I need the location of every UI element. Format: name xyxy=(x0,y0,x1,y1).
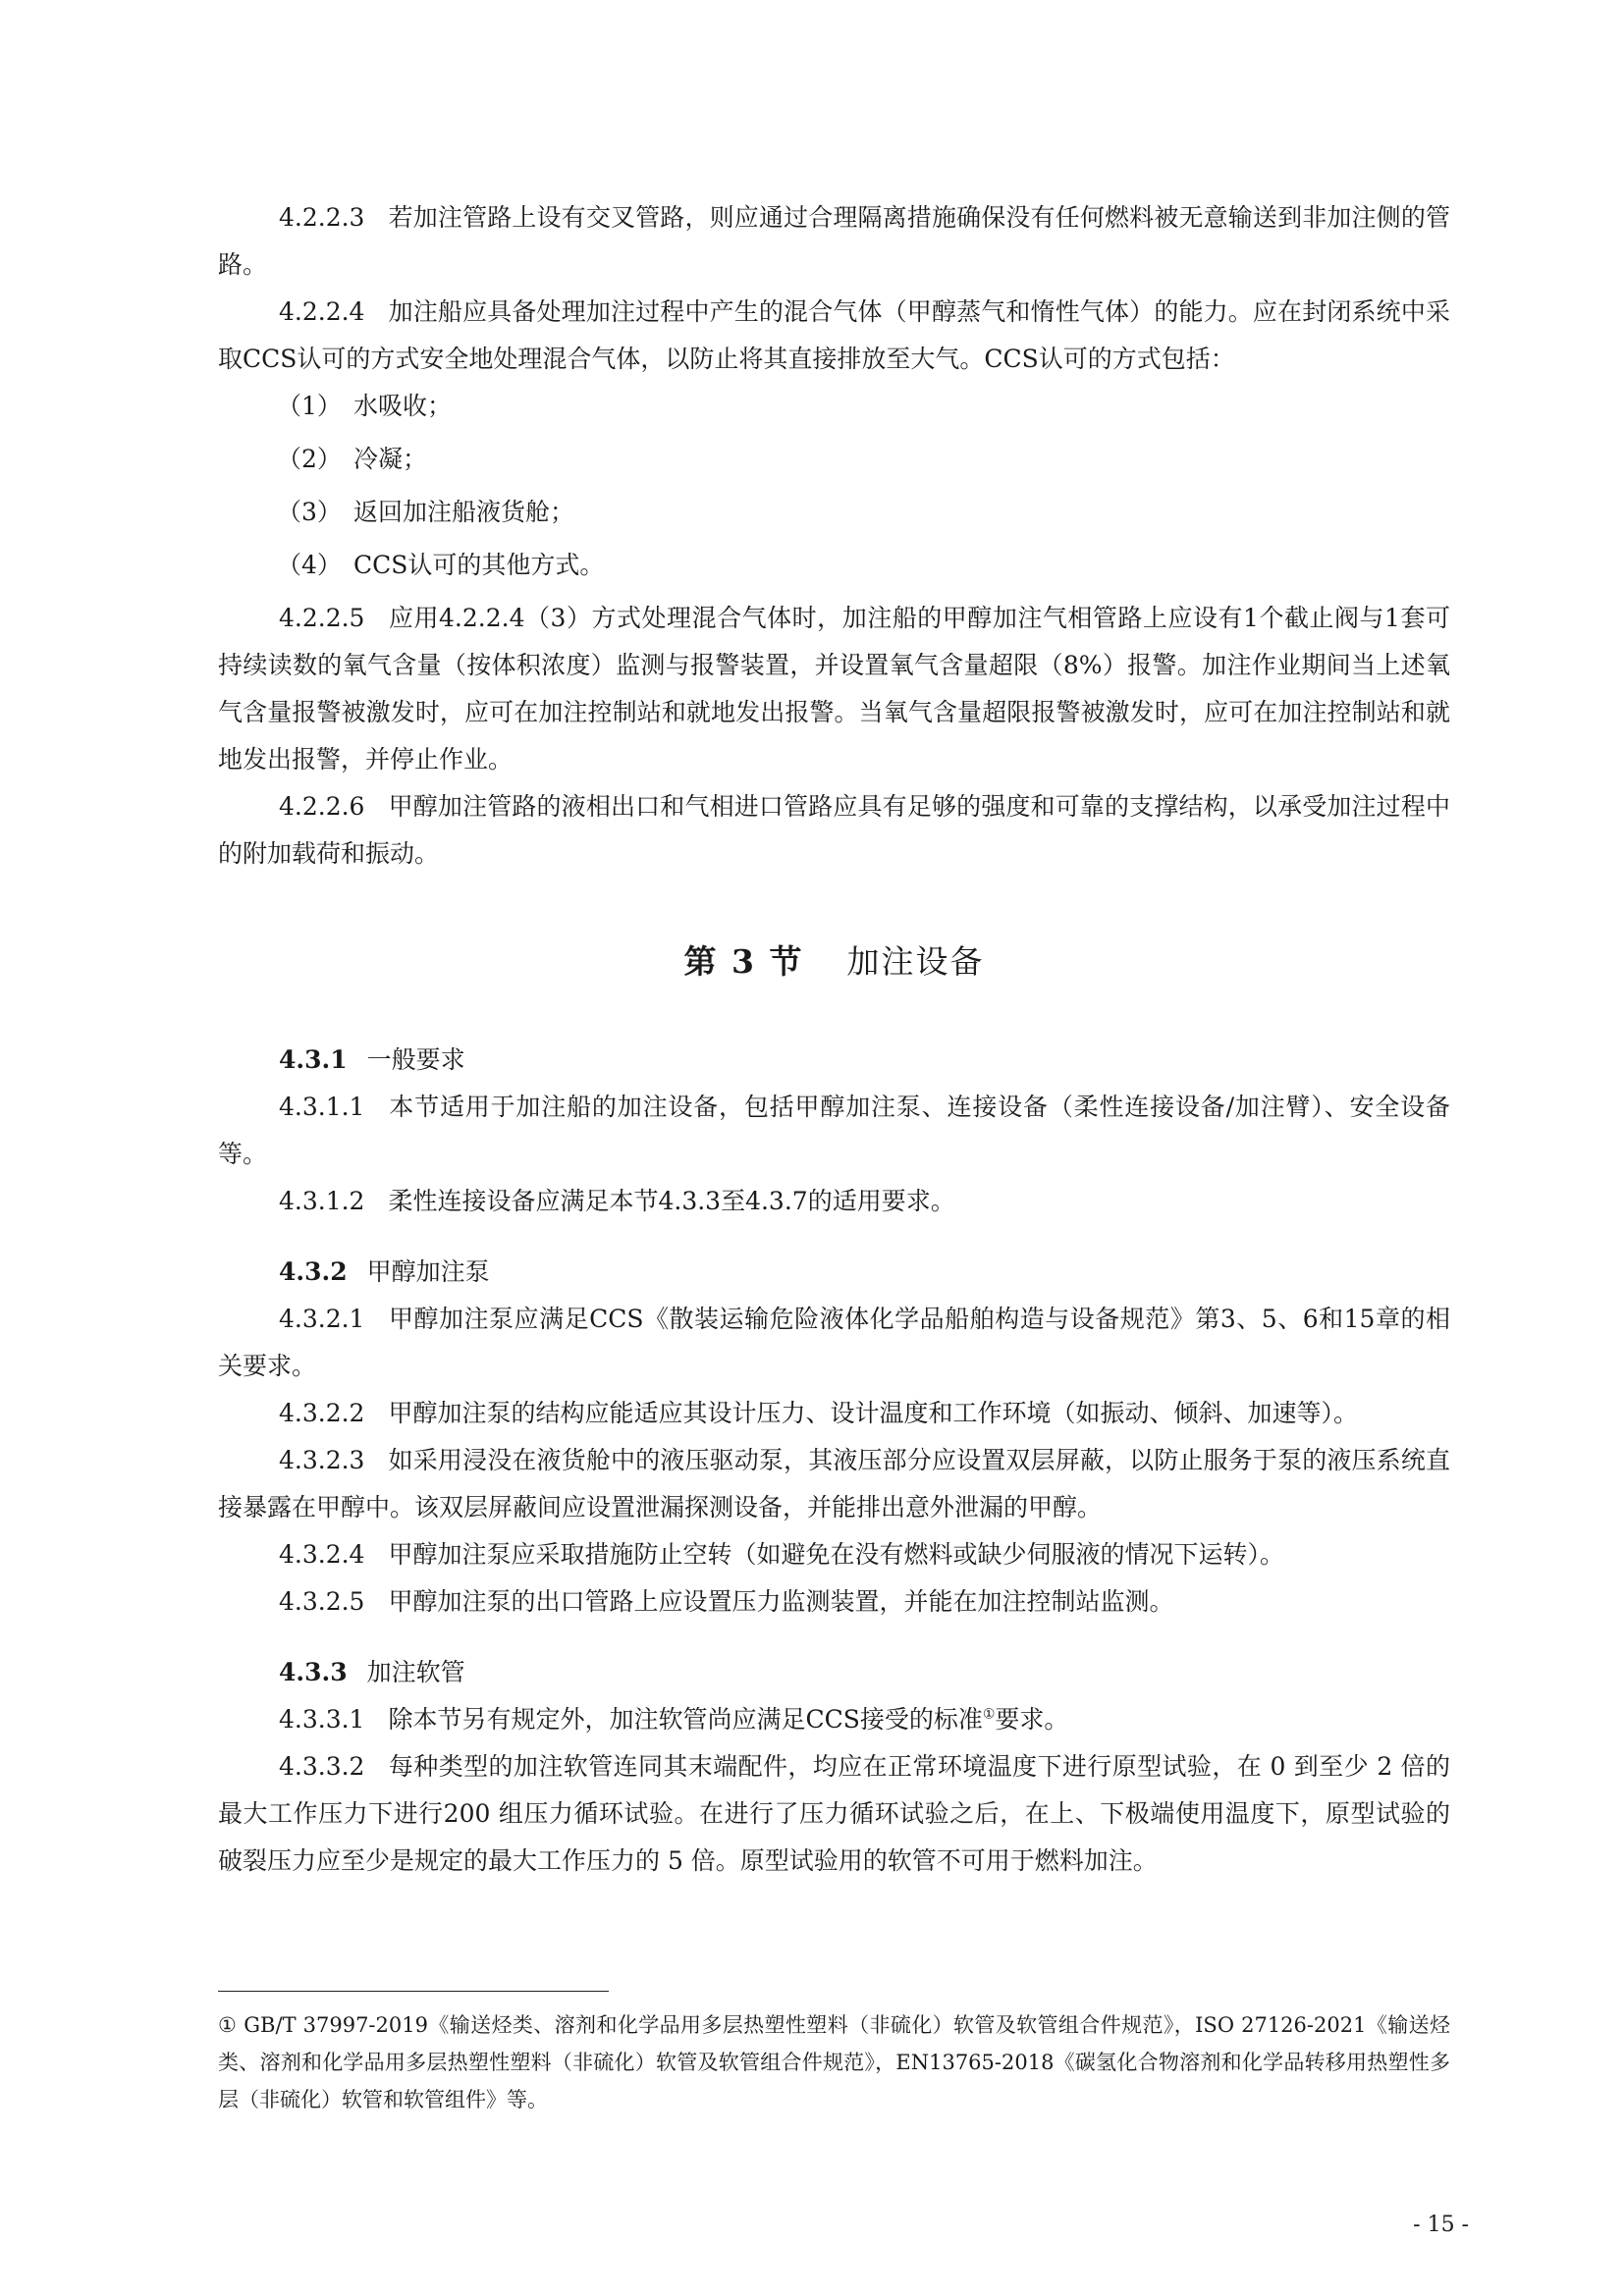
clause-4-3-1-1: 4.3.1.1 本节适用于加注船的加注设备，包括甲醇加注泵、连接设备（柔性连接设备/加注臂）、安全设备等。 xyxy=(218,1093,1450,1168)
list-item: （4） CCS认可的其他方式。 xyxy=(277,551,605,579)
clause-4-3-2-1: 4.3.2.1 甲醇加注泵应满足CCS《散装运输危险液体化学品船舶构造与设备规范》第3、5、6和15章的相关要求。 xyxy=(218,1305,1450,1380)
clause-4-3-2-4: 4.3.2.4 甲醇加注泵应采取措施防止空转（如避免在没有燃料或缺少伺服液的情况下运转）。 xyxy=(279,1540,1284,1569)
clause-4-3-1-2: 4.3.1.2 柔性连接设备应满足本节4.3.3至4.3.7的适用要求。 xyxy=(279,1187,955,1215)
page-body xyxy=(218,194,1450,1885)
clause-4-3-3-2: 4.3.3.2 每种类型的加注软管连同其末端配件，均应在正常环境温度下进行原型试验，在 0 到至少 2 倍的最大工作压力下进行200 组压力循环试验。在进行了压力循环试验之后，在上、下极端使用温度下，原型试验的破裂压力应至少是规定的最大工作压力的 5 倍。原型试验用的软管不可用于燃料加注。 xyxy=(218,1752,1450,1875)
clause-4-3-2-5: 4.3.2.5 甲醇加注泵的出口管路上应设置压力监测装置，并能在加注控制站监测。 xyxy=(279,1587,1174,1616)
clause-4-2-2-4: 4.2.2.4 加注船应具备处理加注过程中产生的混合气体（甲醇蒸气和惰性气体）的能力。应在封闭系统中采取CCS认可的方式安全地处理混合气体，以防止将其直接排放至大气。CCS认可的方式包括： xyxy=(218,297,1450,373)
subsection-heading-4-3-2: 4.3.2 甲醇加注泵 xyxy=(279,1257,490,1286)
footnote-divider xyxy=(218,1991,609,1992)
clause-4-2-2-6: 4.2.2.6 甲醇加注管路的液相出口和气相进口管路应具有足够的强度和可靠的支撑结构，以承受加注过程中的附加载荷和振动。 xyxy=(218,792,1450,868)
section-title: 第 3 节 加注设备 xyxy=(683,942,985,981)
clause-4-3-2-3: 4.3.2.3 如采用浸没在液货舱中的液压驱动泵，其液压部分应设置双层屏蔽，以防止服务于泵的液压系统直接暴露在甲醇中。该双层屏蔽间应设置泄漏探测设备，并能排出意外泄漏的甲醇。 xyxy=(218,1446,1450,1522)
subsection-heading-4-3-3: 4.3.3 加注软管 xyxy=(279,1658,465,1686)
footnote-reference[interactable]: ① xyxy=(982,1706,996,1723)
list-item: （2） 冷凝； xyxy=(277,445,428,473)
clause-4-3-3-1: 4.3.3.1 除本节另有规定外，加注软管尚应满足CCS接受的标准①要求。 xyxy=(279,1705,1069,1734)
page-number: - 15 - xyxy=(1413,2213,1469,2237)
subsection-heading-4-3-1: 4.3.1 一般要求 xyxy=(279,1045,465,1074)
footnote: ① GB/T 37997-2019《输送烃类、溶剂和化学品用多层热塑性塑料（非硫化）软管及软管组合件规范》，ISO 27126-2021《输送烃类、溶剂和化学品用多层热塑性塑料（非硫化）软管及软管组合件规范》，EN13765-2018《碳氢化合物溶剂和化学品转移用热塑性多层（非硫化）软管和软管组件》等。 xyxy=(218,2013,1450,2111)
clause-4-2-2-5: 4.2.2.5 应用4.2.2.4（3）方式处理混合气体时，加注船的甲醇加注气相管路上应设有1个截止阀与1套可持续读数的氧气含量（按体积浓度）监测与报警装置，并设置氧气含量超限（8%）报警。加注作业期间当上述氧气含量报警被激发时，应可在加注控制站和就地发出报警。当氧气含量超限报警被激发时，应可在加注控制站和就地发出报警，并停止作业。 xyxy=(218,604,1450,774)
list-item: （1） 水吸收； xyxy=(277,392,453,420)
clause-4-2-2-3: 4.2.2.3 若加注管路上设有交叉管路，则应通过合理隔离措施确保没有任何燃料被无意输送到非加注侧的管路。 xyxy=(218,203,1450,279)
list-item: （3） 返回加注船液货舱； xyxy=(277,498,575,526)
clause-4-3-2-2: 4.3.2.2 甲醇加注泵的结构应能适应其设计压力、设计温度和工作环境（如振动、倾斜、加速等）。 xyxy=(279,1399,1358,1427)
